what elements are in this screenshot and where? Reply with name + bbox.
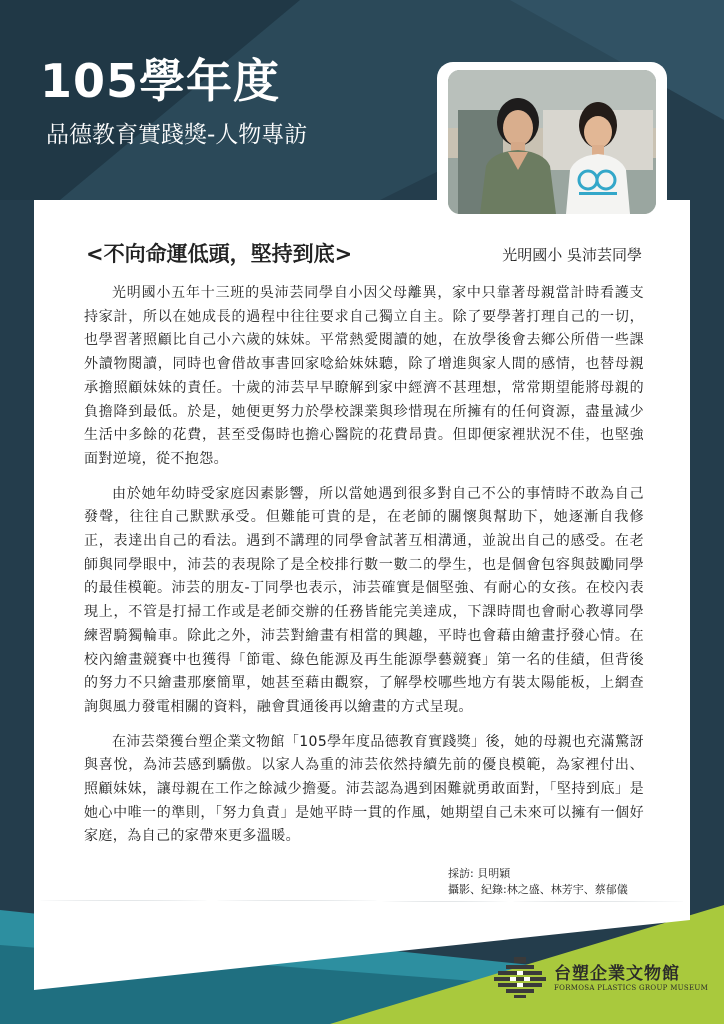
paragraph: 光明國小五年十三班的吳沛芸同學自小因父母離異，家中只靠著母親當計時看護支持家計，所以在她成長的過程中往往要求自己獨立自主。除了要學著打理自己的一切，也學習著照顧比自己小六歲的妹妹。平常熱愛閱讀的她，在放學後會去鄉公所借一些課外讀物閱讀，同時也會借故事書回家唸給妹妹聽，除了增進與家人間的感情，也替母親承擔照顧妹妹的責任。十歲的沛芸早早瞭解到家中經濟不甚理想，常常期望能將母親的負擔降到最低。於是，她便更努力於學校課業與珍惜現在所擁有的任何資源，盡量減少生活中多餘的花費，甚至受傷時也擔心醫院的花費昂貴。但即便家裡狀況不佳，也堅強面對逆境，從不抱怨。 [84,285,644,467]
article-body [84,282,644,860]
credits [448,866,628,898]
museum-logo [492,955,709,999]
portrait-photo [448,70,656,214]
paragraph: 由於她年幼時受家庭因素影響，所以當她遇到很多對自己不公的事情時不敢為自己發聲，往往自己默默承受。但難能可貴的是，在老師的關懷與幫助下，她逐漸自我修正，表達出自己的看法。遇到不講理的同學會試著互相溝通，並說出自己的感受。在老師與同學眼中，沛芸的表現除了是全校排行數一數二的學生，也是個會包容與鼓勵同學的最佳模範。沛芸的朋友-丁同學也表示，沛芸確實是個堅強、有耐心的女孩。在校內表現上，不管是打掃工作或是老師交辦的任務皆能完美達成，下課時間也會耐心教導同學練習騎獨輪車。除此之外，沛芸對繪畫有相當的興趣，平時也會藉由繪畫抒發心情。在校內繪畫競賽中也獲得「節電、綠色能源及再生能源學藝競賽」第一名的佳績，但背後的努力不只繪畫那麼簡單，她甚至藉由觀察，了解學校哪些地方有裝太陽能板，上網查詢與風力發電相關的資料，融會貫通後再以繪畫的方式呈現。 [84,485,644,715]
page-title: 105學年度 [40,54,281,108]
article-byline: 光明國小 吳沛芸同學 [502,246,642,264]
credit-photo: 攝影、紀錄:林之盛、林芳宇、蔡郁儀 [448,883,628,896]
page-subtitle: 品德教育實踐獎-人物專訪 [46,122,308,148]
article-title: <不向命運低頭，堅持到底> [86,242,353,266]
museum-name: 台塑企業文物館 [554,964,680,984]
paragraph: 在沛芸榮獲台塑企業文物館「105學年度品德教育實踐獎」後，她的母親也充滿驚訝與喜悅，為沛芸感到驕傲。以家人為重的沛芸依然持續先前的優良模範，為家裡付出、照顧妹妹，讓母親在工作之餘減少擔憂。沛芸認為遇到困難就勇敢面對，「堅持到底」是她心中唯一的準則，「努力負責」是她平時一貫的作風，她期望自己未來可以擁有一個好家庭，為自己的家帶來更多溫暖。 [84,733,644,845]
museum-name-english: FORMOSA PLASTICS GROUP MUSEUM [554,984,709,992]
credit-interview: 採訪: 貝明穎 [448,867,511,880]
museum-emblem-icon [492,955,548,999]
